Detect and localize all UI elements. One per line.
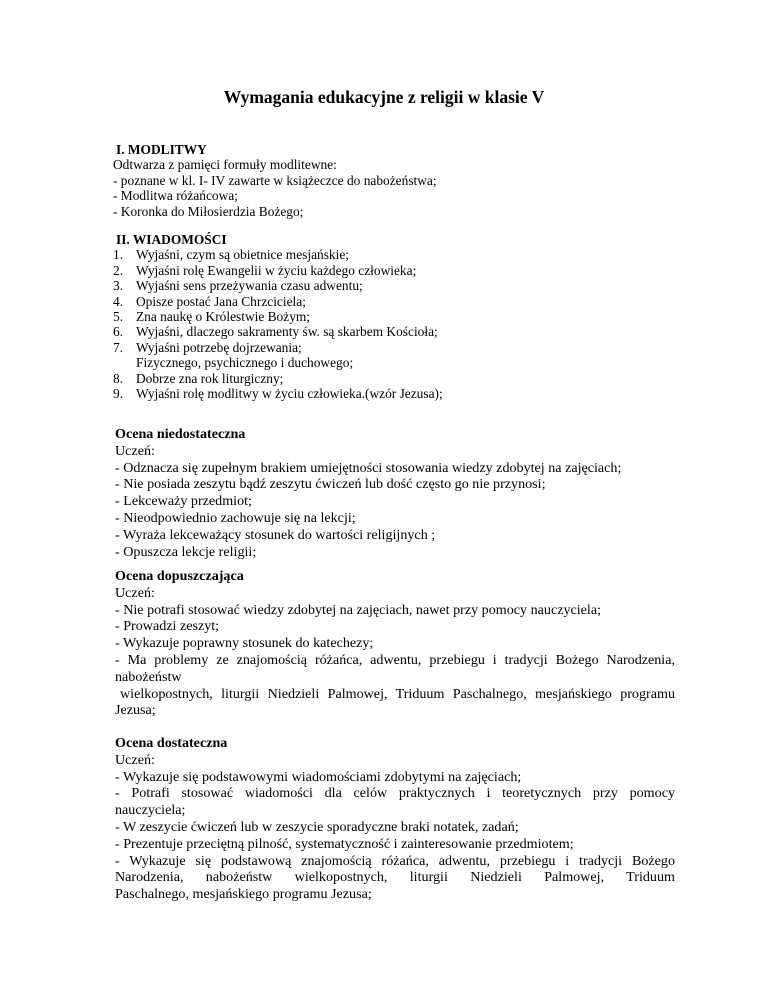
text-line: nabożeństw [115, 668, 182, 685]
list-item [113, 247, 673, 262]
text-line: - Koronka do Miłosierdzia Bożego; [113, 203, 304, 219]
text-line: - Nie posiada zeszytu bądź zeszytu ćwiczeń lub dość często go nie przynosi; [115, 476, 546, 493]
item-text: Opisze postać Jana Chrzciciela; [136, 293, 306, 309]
list-item [113, 386, 673, 401]
text-line: - Prezentuje przeciętną pilność, systematyczność i zainteresowanie przedmiotem; [115, 835, 574, 852]
text-line: - Prowadzi zeszyt; [115, 618, 220, 635]
list-item [113, 278, 673, 293]
item-text: Wyjaśni, dlaczego sakramenty św. są skarbem Kościoła; [136, 324, 438, 340]
list-item [113, 263, 673, 278]
text-line: - Ma problemy ze znajomością różańca, adwentu, przebiegu i tradycji Bożego Narodzenia, [115, 651, 675, 668]
grade-dostateczna [115, 735, 675, 903]
text-line: Uczeń: [115, 751, 155, 768]
text-line: Narodzenia, nabożeństw wielkopostnych, liturgii Niedzieli Palmowej, Triduum [115, 869, 675, 886]
section-wiadomosci [113, 232, 673, 401]
section-heading: II. WIADOMOŚCI [116, 232, 227, 247]
list-item [113, 340, 673, 355]
list-item [113, 309, 673, 324]
text-line: - Wykazuje się podstawowymi wiadomościami zdobytymi na zajęciach; [115, 768, 522, 785]
text-line: - Wykazuje się podstawową znajomością różańca, adwentu, przebiegu i tradycji Bożego [115, 852, 675, 869]
text-line: - Lekceważy przedmiot; [115, 493, 252, 510]
grade-heading: Ocena dopuszczająca [115, 568, 244, 584]
section-modlitwy [113, 142, 673, 219]
text-line: - Modlitwa różańcowa; [113, 188, 238, 204]
item-text: Wyjaśni potrzebę dojrzewania; [136, 339, 302, 355]
text-line: - Nieodpowiednio zachowuje się na lekcji; [115, 509, 356, 526]
item-text: Wyjaśni, czym są obietnice mesjańskie; [136, 247, 350, 263]
text-line: Odtwarza z pamięci formuły modlitewne: [113, 157, 337, 173]
text-line: Uczeń: [115, 584, 155, 601]
text-line: - Odznacza się zupełnym brakiem umiejętności stosowania wiedzy zdobytej na zajęciach; [115, 459, 622, 476]
section-heading: I. MODLITWY [116, 142, 207, 157]
text-line: nauczyciela; [115, 802, 186, 819]
item-number: 4. [113, 293, 124, 309]
list-item [113, 324, 673, 339]
grade-dopuszczajaca [115, 568, 675, 719]
item-text: Wyjaśni sens przeżywania czasu adwentu; [136, 278, 363, 294]
text-line: - Nie potrafi stosować wiedzy zdobytej na zajęciach, nawet przy pomocy nauczyciela; [115, 601, 602, 618]
item-number: 9. [113, 386, 124, 402]
item-text: Wyjaśni rolę modlitwy w życiu człowieka.(wzór Jezusa); [136, 386, 443, 402]
grade-heading: Ocena dostateczna [115, 735, 228, 751]
list-item [113, 371, 673, 386]
item-number: 2. [113, 262, 124, 278]
text-line: - W zeszycie ćwiczeń lub w zeszycie sporadyczne braki notatek, zadań; [115, 818, 519, 835]
text-line: Paschalnego, mesjańskiego programu Jezusa; [115, 886, 372, 903]
grade-heading: Ocena niedostateczna [115, 426, 246, 442]
document-title: Wymagania edukacyjne z religii w klasie V [223, 87, 545, 107]
item-number: 8. [113, 370, 124, 386]
item-number: 3. [113, 278, 124, 294]
item-number: 7. [113, 339, 124, 355]
text-line: Jezusa; [115, 702, 156, 719]
text-line: - poznane w kl. I- IV zawarte w książeczce do nabożeństwa; [113, 172, 437, 188]
text-line: wielkopostnych, liturgii Niedzieli Palmowej, Triduum Paschalnego, mesjańskiego programu [120, 685, 675, 702]
text-line: - Potrafi stosować wiadomości dla celów praktycznych i teoretycznych przy pomocy [115, 785, 675, 802]
text-line: - Wykazuje poprawny stosunek do katechezy; [115, 635, 374, 652]
text-line: - Wyraża lekceważący stosunek do wartości religijnych ; [115, 526, 436, 543]
item-text: Wyjaśni rolę Ewangelii w życiu każdego człowieka; [136, 262, 417, 278]
item-text: Fizycznego, psychicznego i duchowego; [136, 355, 354, 371]
grade-niedostateczna [115, 426, 675, 560]
text-line: Uczeń: [115, 442, 155, 459]
list-item [113, 355, 673, 370]
item-number: 1. [113, 247, 124, 263]
item-number: 6. [113, 324, 124, 340]
list-item [113, 294, 673, 309]
item-number: 5. [113, 309, 124, 325]
item-text: Dobrze zna rok liturgiczny; [136, 370, 284, 386]
text-line: - Opuszcza lekcje religii; [115, 543, 257, 560]
numbered-list [113, 247, 673, 401]
item-text: Zna naukę o Królestwie Bożym; [136, 309, 311, 325]
